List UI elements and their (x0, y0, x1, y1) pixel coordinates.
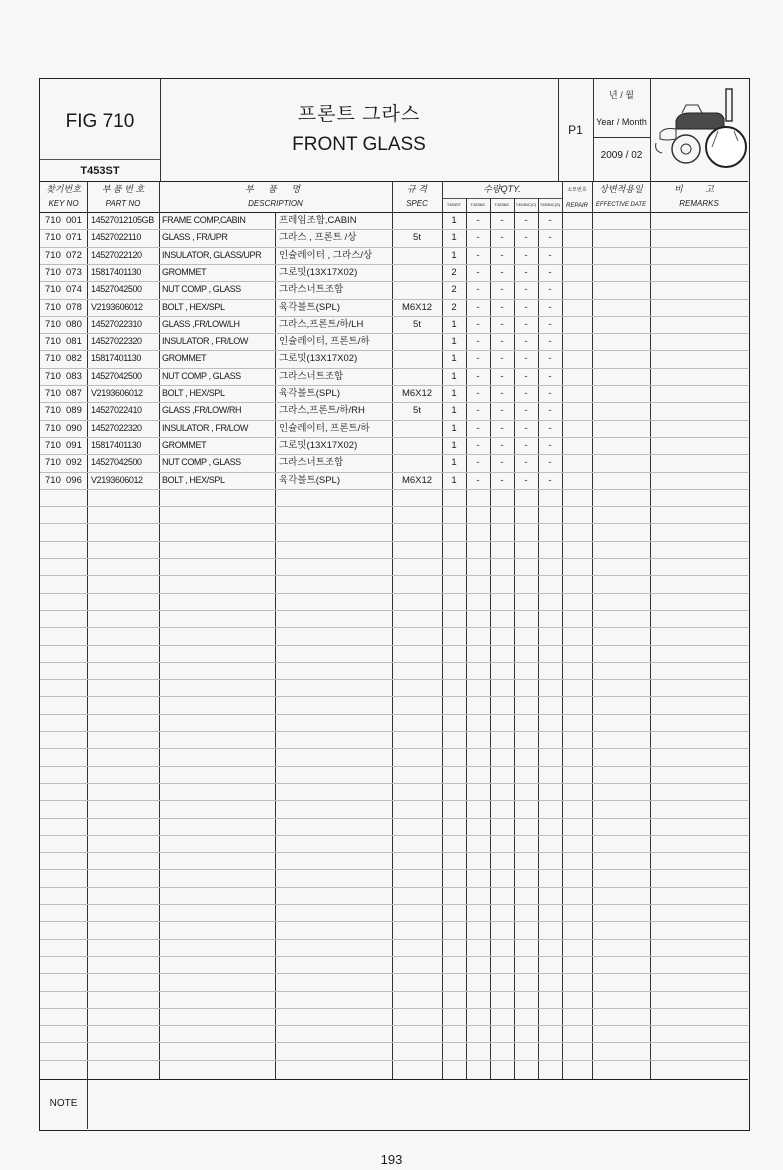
description-korean: 육각볼트(SPL) (279, 388, 340, 399)
header-bottom-rule (40, 181, 748, 182)
description: GLASS , FR/UPR (162, 232, 228, 243)
quantity: - (524, 370, 528, 382)
key-sub-number: 096 (66, 474, 82, 486)
quantity: - (524, 215, 528, 226)
qty-subheader: T453NC(C) (515, 202, 537, 207)
spec: 5t (413, 232, 421, 244)
date-rule (593, 137, 650, 138)
description: BOLT , HEX/SPL (162, 474, 225, 485)
description: NUT COMP , GLASS (162, 457, 241, 468)
description: INSULATOR , FR/LOW (162, 422, 248, 433)
quantity: - (524, 388, 528, 399)
row-rule (40, 575, 748, 576)
key-number: 710 (45, 249, 61, 261)
quantity: - (500, 301, 504, 313)
quantity: - (500, 215, 504, 226)
key-sub-number: 001 (66, 215, 82, 226)
quantity: - (476, 232, 480, 244)
key-sub-number: 091 (66, 439, 82, 451)
row-rule (40, 939, 748, 940)
quantity: - (548, 388, 552, 399)
description-korean: 그라스너트조합 (279, 457, 344, 469)
quantity: - (476, 249, 480, 261)
quantity: 1 (451, 439, 457, 451)
column-rule (466, 198, 467, 1079)
model-rule (40, 159, 160, 160)
quantity: - (500, 439, 504, 451)
column-rule (275, 212, 276, 1079)
row-rule (40, 472, 748, 473)
key-number: 710 (45, 370, 61, 382)
row-rule (40, 956, 748, 957)
description: GLASS ,FR/LOW/RH (162, 405, 242, 416)
row-rule (40, 766, 748, 767)
row-rule (40, 454, 748, 455)
key-sub-number: 087 (66, 388, 82, 399)
description: GLASS ,FR/LOW/LH (162, 318, 240, 329)
quantity: - (548, 405, 552, 417)
description: NUT COMP , GLASS (162, 284, 241, 295)
quantity: - (500, 405, 504, 417)
quantity: 1 (451, 232, 457, 244)
quantity: - (524, 353, 528, 365)
row-rule (40, 1008, 748, 1009)
row-rule (40, 800, 748, 801)
column-header-remarks: REMARKS (679, 199, 719, 208)
part-number: V2193606012 (91, 388, 143, 398)
column-header-part: PART NO (105, 199, 141, 208)
row-rule (40, 350, 748, 351)
description-korean: 그라스 , 프론트 /상 (279, 232, 357, 244)
quantity: - (500, 388, 504, 399)
spec: M6X12 (401, 301, 433, 313)
column-header-spec-korean: 규 격 (407, 184, 427, 194)
part-number: 15817401130 (91, 439, 141, 450)
description: GROMMET (162, 439, 207, 450)
row-rule (40, 489, 748, 490)
description-korean: 그로밋(13X17X02) (279, 439, 358, 451)
key-number: 710 (45, 457, 61, 469)
description: INSULATOR, GLASS/UPR (162, 249, 262, 260)
key-number: 710 (45, 318, 61, 330)
part-number: 14527022320 (91, 336, 142, 347)
year-month-label-korean: 년 / 월 (609, 90, 634, 100)
description-korean: 인슐레이터 , 그라스/상 (279, 249, 373, 261)
column-header-spec: SPEC (406, 199, 428, 208)
description-korean: 육각볼트(SPL) (279, 301, 340, 313)
key-number: 710 (45, 284, 61, 296)
spec: M6X12 (401, 388, 433, 399)
part-number: 15817401130 (91, 353, 141, 364)
quantity: 1 (451, 318, 457, 330)
quantity: - (524, 422, 528, 434)
row-rule (40, 696, 748, 697)
key-sub-number: 092 (66, 457, 82, 469)
fig-number: FIG 710 (65, 111, 135, 132)
description: GROMMET (162, 266, 207, 277)
column-header-bottom-rule (40, 212, 748, 213)
quantity: 1 (451, 457, 457, 469)
row-rule (40, 887, 748, 888)
row-rule (40, 1025, 748, 1026)
column-header-key: KEY NO (48, 199, 79, 208)
key-number: 710 (45, 353, 61, 365)
row-rule (40, 402, 748, 403)
description-korean: 그라스너트조합 (279, 284, 344, 296)
description-korean: 그로밋(13X17X02) (279, 266, 358, 278)
quantity: - (476, 301, 480, 313)
quantity: 1 (451, 405, 457, 417)
column-header-remarks-korean: 비 고 (674, 184, 724, 194)
quantity: 1 (451, 474, 457, 486)
row-rule (40, 748, 748, 749)
quantity: - (548, 249, 552, 261)
row-rule (40, 679, 748, 680)
part-number: 14527022120 (91, 249, 142, 260)
description: INSULATOR , FR/LOW (162, 336, 248, 347)
quantity: 1 (451, 353, 457, 365)
part-number: 14527012105GB (91, 215, 154, 225)
quantity: - (476, 439, 480, 451)
row-rule (40, 921, 748, 922)
row-rule (40, 714, 748, 715)
key-sub-number: 083 (66, 370, 82, 382)
quantity: - (476, 215, 480, 226)
row-rule (40, 420, 748, 421)
issue-date: 2009 / 02 (600, 150, 643, 161)
row-rule (40, 973, 748, 974)
description-korean: 프레임조합,CABIN (279, 215, 357, 226)
row-rule (40, 385, 748, 386)
key-sub-number: 080 (66, 318, 82, 330)
column-header-effective-korean: 상변적용일 (599, 184, 643, 194)
parts-list-sheet (39, 78, 750, 1131)
description-korean: 인슐레이터, 프론트/하 (279, 336, 370, 348)
qty-subheader: T453NC(S) (539, 202, 561, 207)
quantity: - (500, 232, 504, 244)
column-rule (514, 198, 515, 1079)
key-number: 710 (45, 232, 61, 244)
quantity: - (476, 457, 480, 469)
quantity: - (476, 284, 480, 296)
header-divider (650, 79, 651, 181)
quantity: - (524, 318, 528, 330)
quantity: - (524, 266, 528, 278)
quantity: 1 (451, 249, 457, 261)
key-sub-number: 071 (66, 232, 82, 244)
column-rule (538, 198, 539, 1079)
row-rule (40, 316, 748, 317)
row-rule (40, 593, 748, 594)
quantity: - (500, 422, 504, 434)
row-rule (40, 333, 748, 334)
row-rule (40, 264, 748, 265)
quantity: - (476, 266, 480, 278)
quantity: - (524, 301, 528, 313)
qty-subheader: T453ST (446, 202, 462, 207)
page-code: P1 (568, 123, 583, 137)
key-sub-number: 082 (66, 353, 82, 365)
row-rule (40, 835, 748, 836)
tractor-illustration (652, 83, 748, 179)
quantity: - (524, 474, 528, 486)
description: NUT COMP , GLASS (162, 370, 241, 381)
model-name: T453ST (80, 165, 120, 177)
quantity: - (500, 457, 504, 469)
part-number: 14527022110 (91, 232, 141, 243)
quantity: - (524, 336, 528, 348)
row-rule (40, 541, 748, 542)
row-rule (40, 299, 748, 300)
part-number: 14527022310 (91, 318, 142, 329)
row-rule (40, 783, 748, 784)
key-sub-number: 089 (66, 405, 82, 417)
column-header-effective: EFFECTIVE DATE (595, 202, 647, 208)
key-number: 710 (45, 266, 61, 278)
row-rule (40, 281, 748, 282)
quantity: - (476, 353, 480, 365)
quantity: - (548, 457, 552, 469)
quantity: 1 (451, 336, 457, 348)
row-rule (40, 229, 748, 230)
note-label: NOTE (49, 1098, 78, 1109)
page-title: FRONT GLASS (292, 134, 426, 155)
key-sub-number: 073 (66, 266, 82, 278)
quantity: 1 (451, 388, 457, 399)
row-rule (40, 662, 748, 663)
part-number: 14527042500 (91, 284, 142, 295)
year-month-label: Year / Month (596, 117, 647, 127)
quantity: - (548, 474, 552, 486)
part-number: 14527022320 (91, 422, 142, 433)
part-number: 15817401130 (91, 266, 141, 277)
quantity: - (524, 439, 528, 451)
description: GROMMET (162, 353, 207, 364)
quantity: - (476, 405, 480, 417)
page-title-korean: 프론트 그라스 (297, 104, 421, 125)
quantity: - (476, 474, 480, 486)
quantity: - (548, 370, 552, 382)
spec: 5t (413, 405, 421, 417)
quantity: 1 (451, 215, 457, 226)
quantity: - (524, 232, 528, 244)
row-rule (40, 991, 748, 992)
row-rule (40, 506, 748, 507)
key-sub-number: 072 (66, 249, 82, 261)
description: BOLT , HEX/SPL (162, 301, 225, 312)
description-korean: 육각볼트(SPL) (279, 474, 340, 486)
row-rule (40, 731, 748, 732)
part-number: 14527042500 (91, 457, 142, 468)
description-korean: 그라스,프론트/하/RH (279, 405, 365, 417)
part-number: 14527022410 (91, 405, 142, 416)
quantity: - (548, 301, 552, 313)
quantity: - (476, 370, 480, 382)
page-number: 193 (380, 1152, 403, 1167)
row-rule (40, 818, 748, 819)
key-sub-number: 081 (66, 336, 82, 348)
row-rule (40, 247, 748, 248)
description-korean: 인슐레이터, 프론트/하 (279, 422, 370, 434)
key-sub-number: 090 (66, 422, 82, 434)
column-header-part-korean: 부 품 번 호 (101, 184, 145, 194)
quantity: - (548, 422, 552, 434)
column-header-repair: REPAIR (566, 203, 588, 209)
quantity: - (476, 388, 480, 399)
part-number: 14527042500 (91, 370, 142, 381)
key-number: 710 (45, 301, 61, 313)
row-rule (40, 523, 748, 524)
key-sub-number: 074 (66, 284, 82, 296)
quantity: - (476, 318, 480, 330)
quantity: - (524, 405, 528, 417)
description: BOLT , HEX/SPL (162, 388, 225, 398)
quantity: - (548, 439, 552, 451)
quantity: - (476, 422, 480, 434)
quantity: - (548, 232, 552, 244)
quantity: - (548, 318, 552, 330)
part-number: V2193606012 (91, 301, 143, 312)
part-number: V2193606012 (91, 474, 143, 485)
quantity: 2 (451, 266, 457, 278)
quantity: - (476, 336, 480, 348)
row-rule (40, 368, 748, 369)
key-number: 710 (45, 388, 61, 399)
description-korean: 그라스,프론트/하/LH (279, 318, 364, 330)
key-number: 710 (45, 439, 61, 451)
key-number: 710 (45, 336, 61, 348)
column-header-description-korean: 부 품 명 (244, 184, 307, 194)
quantity: - (548, 353, 552, 365)
quantity: - (500, 336, 504, 348)
description: FRAME COMP,CABIN (162, 215, 246, 225)
note-divider (87, 1079, 88, 1129)
row-rule (40, 610, 748, 611)
quantity: 2 (451, 284, 457, 296)
quantity: - (524, 284, 528, 296)
row-rule (40, 645, 748, 646)
column-header-key-korean: 찾기번호 (46, 184, 81, 194)
key-number: 710 (45, 405, 61, 417)
quantity: - (524, 249, 528, 261)
key-number: 710 (45, 215, 61, 226)
column-header-repair-korean: 소모번호 (567, 187, 587, 193)
quantity: - (500, 370, 504, 382)
column-header-description: DESCRIPTION (248, 199, 303, 208)
row-rule (40, 558, 748, 559)
quantity: 2 (451, 301, 457, 313)
quantity: - (500, 353, 504, 365)
column-rule (490, 198, 491, 1079)
row-rule (40, 1060, 748, 1061)
row-rule (40, 627, 748, 628)
description-korean: 그라스너트조합 (279, 370, 344, 382)
qty-subheader: T453NC (470, 202, 486, 207)
row-rule (40, 1042, 748, 1043)
quantity: - (548, 266, 552, 278)
quantity: - (500, 474, 504, 486)
quantity-subheader-rule (442, 198, 562, 199)
row-rule (40, 852, 748, 853)
quantity: - (524, 457, 528, 469)
quantity: - (500, 284, 504, 296)
key-number: 710 (45, 422, 61, 434)
quantity: - (500, 249, 504, 261)
quantity: - (500, 318, 504, 330)
quantity: - (548, 336, 552, 348)
quantity: - (548, 215, 552, 226)
header-divider (160, 79, 161, 181)
quantity: 1 (451, 370, 457, 382)
column-header-quantity: 수량QTY. (483, 184, 521, 194)
row-rule (40, 869, 748, 870)
key-number: 710 (45, 474, 61, 486)
spec: 5t (413, 318, 421, 330)
spec: M6X12 (401, 474, 433, 486)
qty-subheader: T453NC (494, 202, 510, 207)
quantity: - (548, 284, 552, 296)
quantity: 1 (451, 422, 457, 434)
key-sub-number: 078 (66, 301, 82, 313)
row-rule (40, 437, 748, 438)
note-top-rule (40, 1079, 748, 1080)
description-korean: 그로밋(13X17X02) (279, 353, 358, 365)
quantity: - (500, 266, 504, 278)
row-rule (40, 904, 748, 905)
